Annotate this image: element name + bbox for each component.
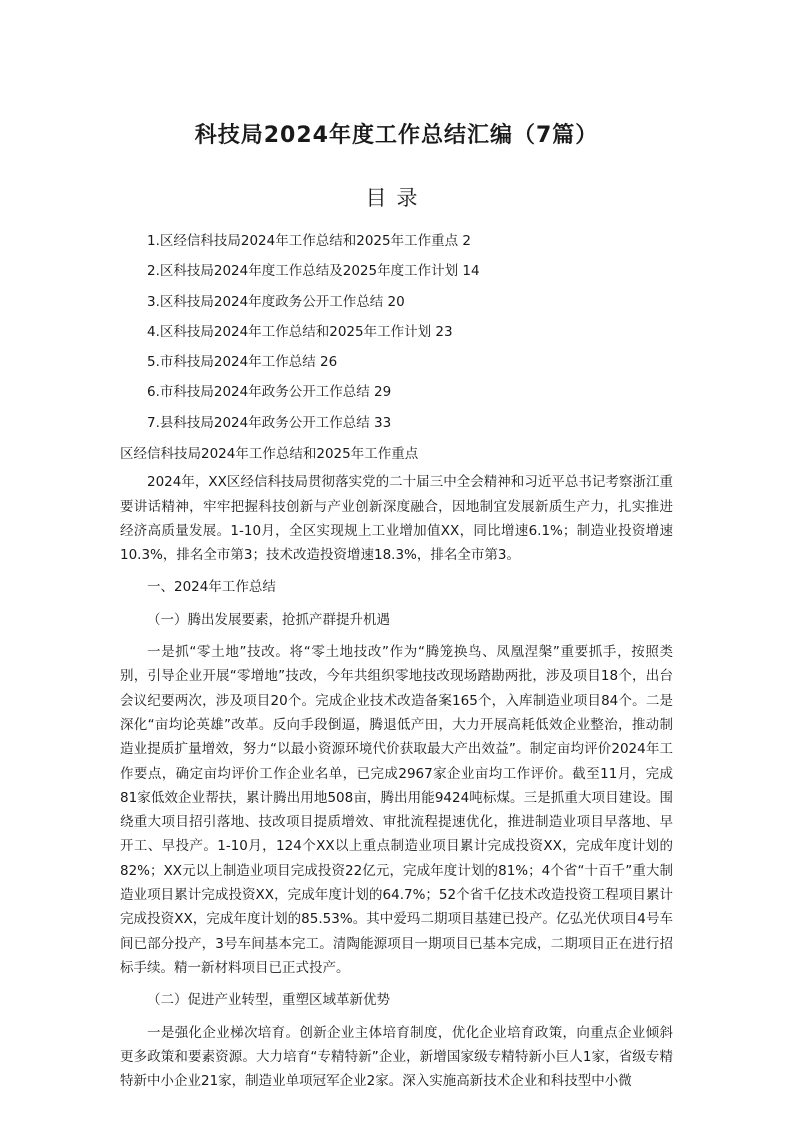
toc-item[interactable]: 2.区科技局2024年度工作总结及2025年度工作计划 14: [147, 263, 480, 280]
document-title: 科技局2024年度工作总结汇编（7篇）: [194, 123, 599, 148]
body-paragraph: 一是强化企业梯次培育。创新企业主体培育制度，优化企业培育政策，向重点企业倾斜更多政策和要素资源。大力培育“专精特新”企业，新增国家级专精特新小巨人1家，省级专精特新中小企业21家，制造业单项冠军企业2家。深入实施高新技术企业和科技型中小微: [120, 1024, 673, 1090]
toc-item[interactable]: 4.区科技局2024年工作总结和2025年工作计划 23: [147, 323, 453, 340]
toc-item[interactable]: 7.县科技局2024年政务公开工作总结 33: [147, 414, 392, 431]
toc-heading: 目录: [365, 186, 428, 210]
body-paragraph: 一是抓“零土地”技改。将“零土地技改”作为“腾笼换鸟、凤凰涅槃”重要抓手，按照类别，引导企业开展“零增地”技改，今年共组织零地技改现场踏勘两批，涉及项目18个，出台会议纪要两次，涉及项目20个。完成企业技术改造备案165个，入库制造业项目84个。二是深化“亩均论英雄”改革。反向手段倒逼，腾退低产田，大力开展高耗低效企业整治，推动制造业提质扩量增效，努力“以最小资源环境代价获取最大产出效益”。制定亩均评价2024年工作要点，确定亩均评价工作企业名单，已完成2967家企业亩均工作评价。截至11月，完成81家低效企业帮扶，累计腾出用地508亩，腾出用能9424吨标煤。三是抓重大项目建设。围绕重大项目招引落地、技改项目提质增效、审批流程提速优化，推进制造业项目早落地、早开工、早投产。1-10月，124个XX以上重点制造业项目累计完成投资XX，完成年度计划的82%；XX元以上制造业项目完成投资22亿元，完成年度计划的81%；4个省“十百千”重大制造业项目累计完成投资XX，完成年度计划的64.7%；52个省千亿技术改造投资工程项目累计完成投资XX，完成年度计划的85.53%。其中爱玛二期项目基建已投产。亿弘光伏项目4号车间已部分投产，3号车间基本完工。清陶能源项目一期项目已基本完成，二期项目正在进行招标手续。精一新材料项目已正式投产。: [120, 644, 673, 976]
intro-paragraph: 2024年，XX区经信科技局贯彻落实党的二十届三中全会精神和习近平总书记考察浙江重要讲话精神，牢牢把握科技创新与产业创新深度融合，因地制宜发展新质生产力，扎实推进经济高质量发展。1-10月，全区实现规上工业增加值XX，同比增速6.1%；制造业投资增速10.3%，排名全市第3；技术改造投资增速18.3%，排名全市第3。: [120, 474, 673, 564]
article-title: 区经信科技局2024年工作总结和2025年工作重点: [120, 446, 419, 462]
toc-item[interactable]: 3.区科技局2024年度政务公开工作总结 20: [147, 293, 405, 310]
section-heading: 一、2024年工作总结: [147, 579, 276, 596]
toc-item[interactable]: 5.市科技局2024年工作总结 26: [147, 354, 338, 371]
toc-item[interactable]: 6.市科技局2024年政务公开工作总结 29: [147, 384, 392, 401]
toc-item[interactable]: 1.区经信科技局2024年工作总结和2025年工作重点 2: [147, 233, 471, 249]
document-body: [120, 442, 673, 1101]
subsection-heading: （二）促进产业转型，重塑区域革新优势: [147, 992, 390, 1009]
subsection-heading: （一）腾出发展要素，抢抓产群提升机遇: [147, 611, 390, 628]
table-of-contents: [147, 229, 480, 441]
